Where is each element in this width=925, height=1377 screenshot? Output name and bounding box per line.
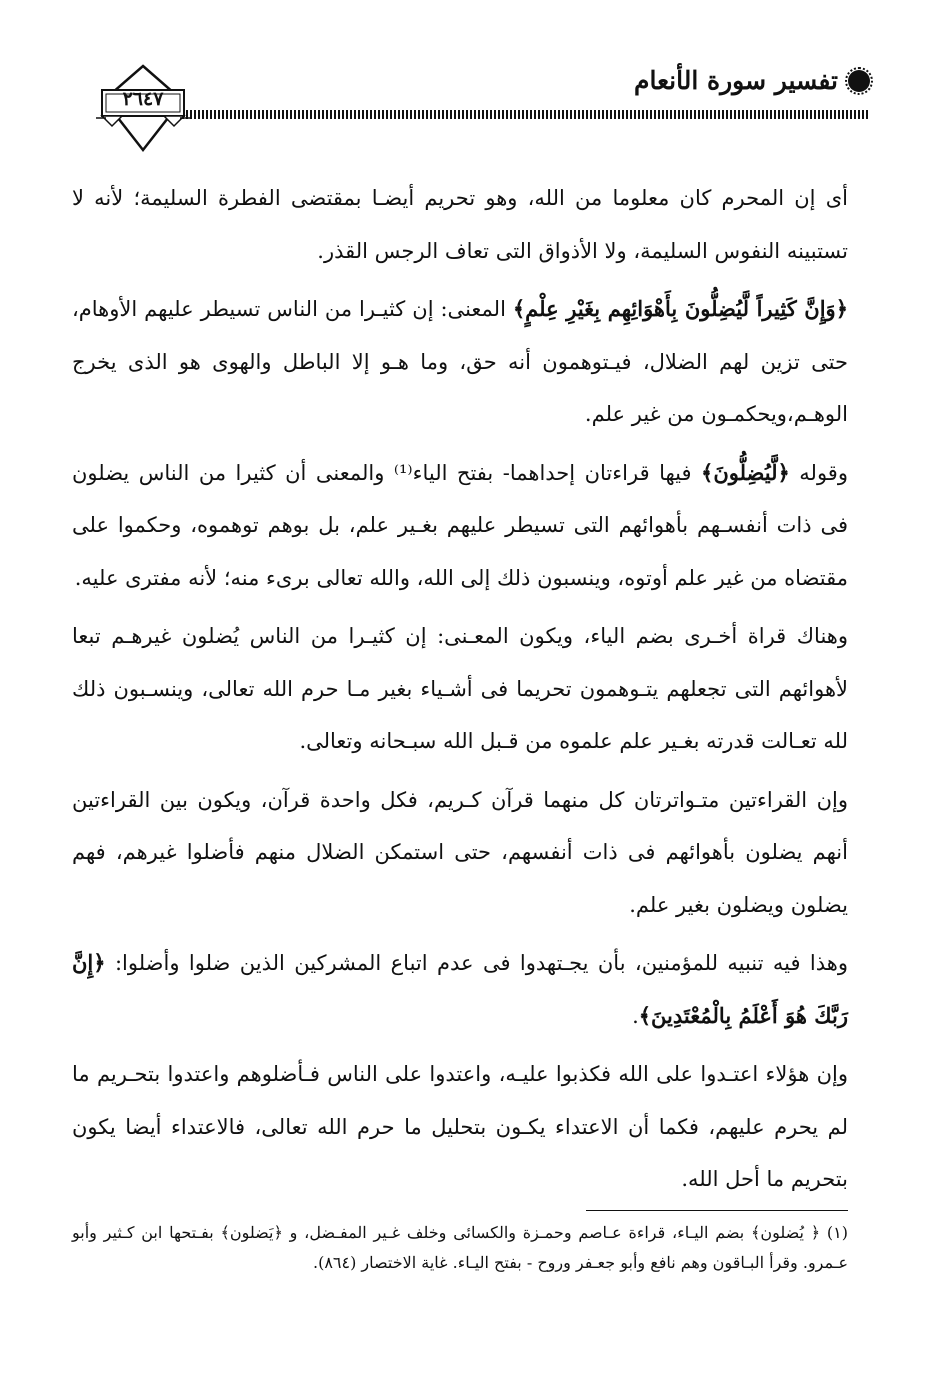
paragraph-text: وهناك قراة أخـرى بضم الياء، ويكون المعـنى: إن كثيـرا من الناس يُضلون غيرهـم تبعا لأهوائهم التى تجعلهم يتـوهمون تحريما فى أشـياء بغير مـا حرم الله تعالى، وينسـبون ذلك لله تعـالت قدرته بغـير علم علموه من قـبل الله سبـحانه وتعالى.	[72, 624, 848, 753]
quran-verse: ﴿إِنَّ رَبَّكَ هُوَ أَعْلَمُ بِالْمُعْتَدِينَ﴾	[72, 950, 848, 1028]
paragraph-5	[72, 774, 848, 932]
paragraph-text: وإن هؤلاء اعتـدوا على الله فكذبوا عليـه، واعتدوا على الناس فـأضلوهم واعتدوا بتحـريم ما لم يحرم عليهم، فكما أن الاعتداء يكـون بتحليل ما حرم الله تعالى، فالاعتداء أيضا يكون بتحريم ما أحل الله.	[72, 1062, 848, 1191]
page-header	[96, 60, 870, 160]
paragraph-text: وإن القراءتين متـواترتان كل منهما قرآن كـريم، فكل واحدة قرآن، ويكون بين القراءتين أنهم يضلون بأهوائهم فى ذات أنفسهم، حتى استمكن الضلال منهم فأضلوا غيرهم، فهم يضلون ويضلون بغير علم.	[72, 787, 848, 917]
header-rule	[170, 110, 870, 119]
paragraph-tail: .	[632, 1003, 639, 1028]
footnote-divider	[586, 1210, 848, 1211]
paragraph-3	[72, 447, 848, 605]
surah-title: تفسير سورة الأنعام	[634, 66, 838, 95]
page-number: ٢٦٤٧	[122, 88, 164, 110]
paragraph-text: المعنى: إن كثيـرا من الناس تسيطر عليهم الأوهام، حتى تزين لهم الضلال، فيـتوهمون أنه حق، وما هـو إلا الباطل والهوى هو الذى يخرج الوهـم،ويحكمـون من غير علم.	[72, 297, 848, 426]
paragraph-7	[72, 1048, 848, 1206]
main-text	[72, 172, 848, 1206]
page-number-badge	[96, 60, 190, 156]
paragraph-text: أى إن المحرم كان معلوما من الله، وهو تحريم أيضـا بمقتضى الفطرة السليمة؛ لأنه لا تستبينه النفوس السليمة، ولا الأذواق التى تعاف الرجس القذر.	[72, 186, 848, 263]
footnote	[72, 1218, 848, 1278]
quran-verse: ﴿وَإِنَّ كَثِيراً لَّيُضِلُّونَ بِأَهْوَائِهِم بِغَيْرِ عِلْمٍ﴾	[512, 296, 848, 321]
paragraph-lead: وقوله	[789, 460, 848, 485]
paragraph-1	[72, 172, 848, 277]
paragraph-2	[72, 283, 848, 441]
paragraph-4	[72, 610, 848, 768]
paragraph-text: وهذا فيه تنبيه للمؤمنين، بأن يجـتهدوا فى عدم اتباع المشركين الذين ضلوا وأضلوا:	[105, 951, 848, 975]
footnote-text: (١) ﴿ يُضلون﴾ بضم اليـاء، قراءة عـاصم وحمـزة والكسائى وخلف غـير المفـضل، و ﴿يَضلون﴾ بفـتحها ابن كـثير وأبو عـمرو. وقرأ البـاقون وهم نافع وأبو جعـفر وروح - بفتح اليـاء. غاية الاختصار (٨٦٤).	[72, 1223, 848, 1272]
paragraph-6	[72, 937, 848, 1042]
flower-ornament-icon	[848, 70, 870, 92]
paragraph-text: فيها قراءتان إحداهما- بفتح الياء⁽¹⁾ والمعنى أن كثيرا من الناس يضلون فى ذات أنفسـهم بأهوائهم التى تسيطر عليهم بغـير علم، بل بوهم توهموه، وحكموا على مقتضاه من غير علم أوتوه، وينسبون ذلك إلى الله، والله تعالى برىء منه؛ لأنه مفترى عليه.	[72, 460, 848, 590]
header-title-group	[634, 68, 870, 93]
quran-verse: ﴿لَّيُضِلُّونَ﴾	[701, 459, 790, 485]
